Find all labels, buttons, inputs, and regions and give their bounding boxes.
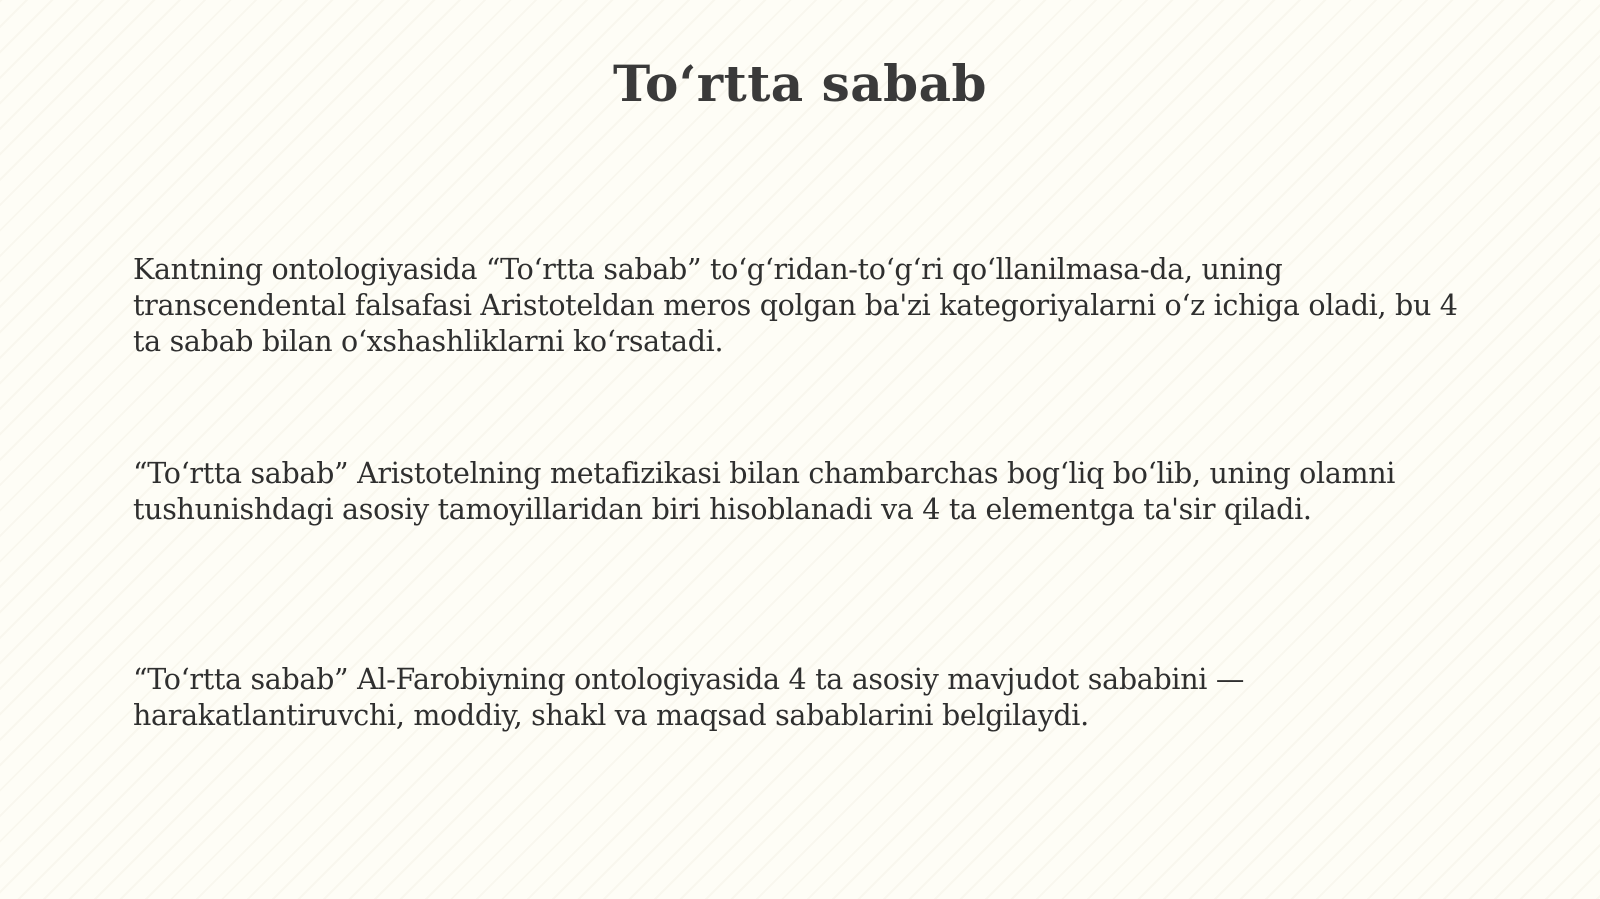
paragraph-kant: Kantning ontologiyasida “To‘rtta sabab” to‘g‘ridan-to‘g‘ri qo‘llanilmasa-da, uning transcendental falsafasi Aristoteldan meros qolgan ba'zi kategoriyalarni o‘z ichiga oladi, bu 4 ta sabab bilan o‘xshashliklarni ko‘rsatadi. <box>133 253 1458 358</box>
slide-title: To‘rtta sabab <box>613 54 987 113</box>
paragraph-aristotle: “To‘rtta sabab” Aristotelning metafizikasi bilan chambarchas bog‘liq bo‘lib, uning olamni tushunishdagi asosiy tamoyillaridan biri hisoblanadi va 4 ta elementga ta'sir qiladi. <box>133 457 1396 526</box>
paragraph-farobiy: “To‘rtta sabab” Al-Farobiyning ontologiyasida 4 ta asosiy mavjudot sababini — harakatlantiruvchi, moddiy, shakl va maqsad sabablarini belgilaydi. <box>133 663 1245 732</box>
